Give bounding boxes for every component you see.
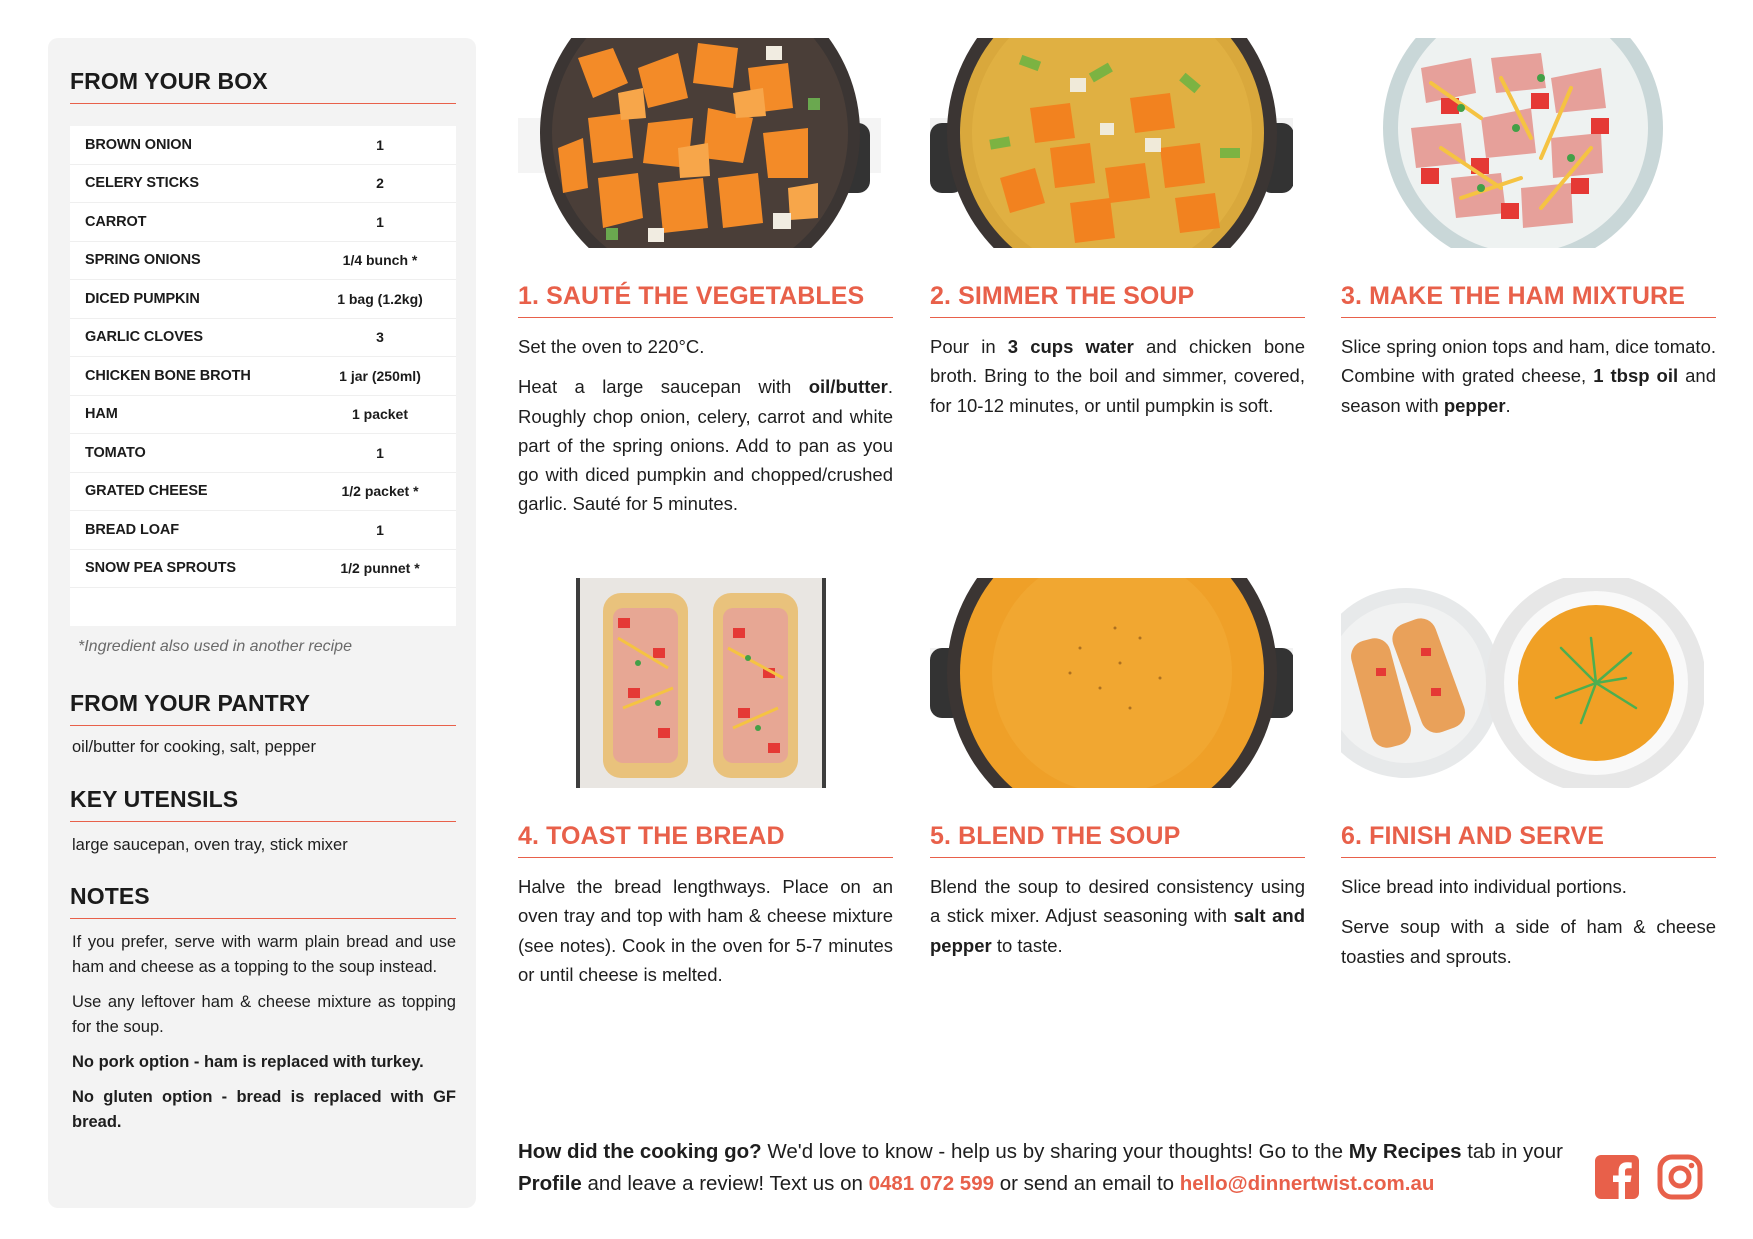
ingredient-name: SNOW PEA SPROUTS <box>85 560 236 577</box>
ingredient-row <box>70 280 456 319</box>
feedback-text: We'd love to know - help us by sharing your thoughts! Go to the <box>761 1140 1349 1163</box>
step-6-text: Serve soup with a side of ham & cheese toasties and sprouts. <box>1341 916 1716 967</box>
ingredient-name: TOMATO <box>85 444 146 461</box>
note-paragraph: Use any leftover ham & cheese mixture as topping for the soup. <box>72 993 456 1036</box>
ingredient-row <box>70 434 456 473</box>
ingredient-quantity: 2 <box>376 175 384 192</box>
step-ingredient-highlight: oil/butter <box>808 376 888 398</box>
ingredient-name: SPRING ONIONS <box>85 252 201 269</box>
my-recipes-label: My Recipes <box>1348 1140 1462 1163</box>
ingredient-quantity: 3 <box>376 329 384 346</box>
step-1-title: 1. SAUTÉ THE VEGETABLES <box>518 282 893 318</box>
phone-link[interactable]: 0481 072 599 <box>868 1171 994 1195</box>
utensils-text: large saucepan, oven tray, stick mixer <box>72 836 348 854</box>
ingredient-name: GRATED CHEESE <box>85 483 208 500</box>
step-text-span: Pour in <box>930 336 1008 357</box>
step-6-title: 6. FINISH AND SERVE <box>1341 822 1716 858</box>
step-3-photo <box>1341 38 1704 248</box>
step-4-text: Halve the bread lengthways. Place on an oven tray and top with ham & cheese mixture (see notes). Cook in the oven for 5-7 minutes or until cheese is melted. <box>518 876 893 985</box>
feedback-text: tab in your <box>1461 1140 1563 1163</box>
step-ingredient-highlight: 3 cups water <box>1007 336 1134 357</box>
utensils-heading: KEY UTENSILS <box>70 786 456 822</box>
step-2-text <box>930 332 1305 420</box>
ingredient-row <box>70 126 456 165</box>
feedback-text: or send an email to <box>994 1171 1180 1195</box>
pantry-heading: FROM YOUR PANTRY <box>70 690 456 726</box>
ingredient-row <box>70 203 456 242</box>
pantry-text: oil/butter for cooking, salt, pepper <box>72 738 316 756</box>
step-5-photo <box>930 578 1293 788</box>
ingredient-footnote: *Ingredient also used in another recipe <box>78 638 352 655</box>
step-2-photo <box>930 38 1293 248</box>
ingredient-table <box>70 126 456 626</box>
ingredient-quantity: 1/4 bunch * <box>342 252 418 269</box>
ingredient-quantity: 1 jar (250ml) <box>339 367 421 384</box>
ingredient-quantity: 1 <box>376 213 384 230</box>
ingredient-quantity: 1/2 punnet * <box>340 560 420 577</box>
no-gluten-note: No gluten option - bread is replaced with GF bread. <box>72 1088 456 1131</box>
step-6-body <box>1341 872 1716 982</box>
ingredient-row <box>70 511 456 550</box>
step-1-photo <box>518 38 881 248</box>
ingredient-name: CARROT <box>85 213 147 230</box>
feedback-text: and leave a review! Text us on <box>581 1171 869 1195</box>
ingredient-name: DICED PUMPKIN <box>85 290 200 307</box>
ingredient-row <box>70 473 456 512</box>
step-text-span: Blend the soup to desired consistency using a stick mixer. Adjust seasoning with <box>930 876 1305 927</box>
ingredient-row <box>70 242 456 281</box>
notes-heading: NOTES <box>70 883 456 919</box>
step-3-body <box>1341 332 1716 431</box>
step-5-title: 5. BLEND THE SOUP <box>930 822 1305 858</box>
step-1-text: Set the oven to 220°C. <box>518 336 705 357</box>
step-6-text: Slice bread into individual portions. <box>1341 876 1627 897</box>
step-4-body <box>518 872 893 1000</box>
ingredient-quantity: 1 <box>376 521 384 538</box>
note-paragraph: If you prefer, serve with warm plain bread and use ham and cheese as a topping to the soup instead. <box>72 933 456 976</box>
facebook-icon[interactable] <box>1594 1154 1640 1205</box>
ingredient-row <box>70 165 456 204</box>
step-2-title: 2. SIMMER THE SOUP <box>930 282 1305 318</box>
step-ingredient-highlight: pepper <box>1443 394 1506 416</box>
step-text-span: and chicken bone broth. Bring to the boil and simmer, covered, for 10-12 minutes, or until pumpkin is soft. <box>930 336 1306 416</box>
step-text-span: . <box>1505 394 1511 416</box>
step-text-span: Slice spring onion tops and ham, dice tomato. Combine with grated cheese, <box>1341 336 1716 387</box>
notes-body <box>72 930 456 1145</box>
ingredient-name: GARLIC CLOVES <box>85 329 203 346</box>
profile-label: Profile <box>518 1171 582 1195</box>
ingredient-name: BROWN ONION <box>85 136 192 153</box>
ingredient-row <box>70 357 456 396</box>
ingredient-row <box>70 550 456 589</box>
step-text-span: and season with <box>1341 365 1717 416</box>
step-3-text <box>1341 332 1716 420</box>
ingredient-row <box>70 396 456 435</box>
feedback-message <box>518 1136 1578 1199</box>
step-5-body <box>930 872 1305 971</box>
ingredient-name: BREAD LOAF <box>85 521 180 538</box>
no-pork-note: No pork option - ham is replaced with turkey. <box>72 1053 424 1071</box>
ingredient-name: HAM <box>85 406 118 423</box>
ingredient-quantity: 1 <box>376 444 384 461</box>
email-link[interactable]: hello@dinnertwist.com.au <box>1179 1171 1435 1195</box>
step-6-photo <box>1341 578 1704 788</box>
feedback-question: How did the cooking go? <box>518 1140 762 1163</box>
ingredient-row <box>70 319 456 358</box>
step-4-title: 4. TOAST THE BREAD <box>518 822 893 858</box>
step-text-span: . Roughly chop onion, celery, carrot and white part of the spring onions. Add to pan as you go with diced pumpkin and chopped/crushed garlic. Sauté for 5 minutes. <box>518 376 893 515</box>
ingredients-sidebar <box>48 38 476 1208</box>
box-heading: FROM YOUR BOX <box>70 68 456 104</box>
ingredient-quantity: 1 packet <box>351 406 409 423</box>
step-2-body <box>930 332 1305 431</box>
step-ingredient-highlight: salt and pepper <box>930 905 1305 956</box>
step-3-title: 3. MAKE THE HAM MIXTURE <box>1341 282 1716 318</box>
ingredient-name: CELERY STICKS <box>85 175 199 192</box>
ingredient-name: CHICKEN BONE BROTH <box>85 367 251 384</box>
ingredient-quantity: 1 <box>376 136 384 153</box>
step-text-span: to taste. <box>991 934 1063 956</box>
instagram-icon[interactable] <box>1657 1154 1703 1205</box>
step-ingredient-highlight: 1 tbsp oil <box>1593 365 1679 387</box>
step-5-text <box>930 872 1305 960</box>
step-1-text <box>518 372 893 518</box>
step-1-body <box>518 332 893 530</box>
ingredient-quantity: 1/2 packet * <box>341 483 419 500</box>
ingredient-quantity: 1 bag (1.2kg) <box>337 290 423 307</box>
step-4-photo <box>518 578 881 788</box>
step-text-span: Heat a large saucepan with <box>518 376 809 398</box>
